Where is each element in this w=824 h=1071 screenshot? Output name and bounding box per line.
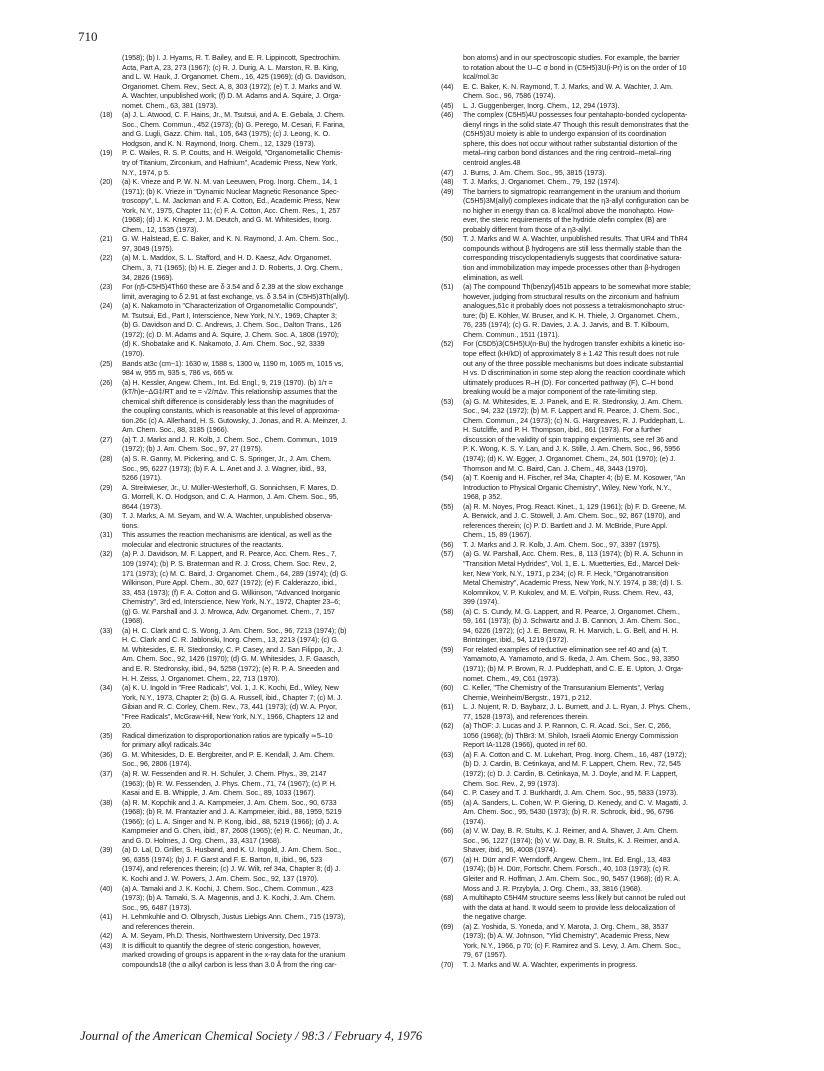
reference-text: For (C5D5)3(C5H5)U(n-Bu) the hydrogen transfer exhibits a kinetic iso- tope effect (kH/kD) of approximately 8 ± 1.42 This result does not rule out any of the three possible mechanisms but does indicate substantial H vs. D discrimination in some step along the reaction coordinate which ultimately produces R–H (D). For concerted pathway (F), C–H bond breaking would be a major component of the rate-limiting step. — [463, 340, 686, 397]
reference-number: (46) — [441, 111, 454, 120]
reference-text: (a) G. M. Whitesides, E. J. Panek, and E. R. Stedronsky, J. Am. Chem. Soc., 94, 232 (1972); (b) M. F. Lappert and R. Pearce, J. Chem. Soc., Chem. Commun., 24 (1973); (c) N. G. Hargreaves, R. J. Puddephatt, L. H. Sutcliffe, and P. H. Thompson, ibid., 861 (1973). For a further discussion of the validity of spin trapping experiments, see ref 36 and P. K. Wong, K. S. Y. Lan, and J. K. Stille, J. Am. Chem. Soc., 96, 5956 (1974); (d) K. W. Egger, J. Organomet. Chem., 24, 501 (1970); (e) J. Thomson and M. C. Baird, Can. J. Chem., 48, 3443 (1970). — [463, 397, 686, 473]
reference-text: C. Keller, "The Chemistry of the Transuranium Elements", Verlag Chemie, Weinheim/Bergstr., 1971, p 212. — [463, 684, 664, 702]
reference-text: (a) K. Nakamoto in "Characterization of Organometallic Compounds", M. Tsutsui, Ed., Part I, Interscience, New York, N.Y., 1969, Chapter 3; (b) G. Davidson and D. C. Andrews, J. Chem. Soc., Dalton Trans., 126 (1972); (c) D. M. Adams and A. Squire, J. Chem. Soc. A, 1808 (1970); (d) K. Shobatake and K. Nakamoto, J. Am. Chem. Soc., 92, 3339 (1970). — [122, 302, 342, 358]
reference-number: (52) — [441, 340, 454, 349]
reference-text: (a) R. M. Noyes, Prog. React. Kinet., 1, 129 (1961); (b) F. D. Greene, M. A. Berwick, and J. C. Stowell, J. Am. Chem. Soc., 92, 867 (1970), and references therein; (c) P. D. Bartlett and J. M. McBride, Pure Appl. Chem., 15, 89 (1967). — [463, 502, 687, 540]
reference-text: (a) T. J. Marks and J. R. Kolb, J. Chem. Soc., Chem. Commun., 1019 (1972); (b) J. Am. Chem. Soc., 97, 27 (1975). — [122, 435, 338, 454]
reference-entry — [441, 751, 777, 789]
reference-number: (57) — [441, 550, 454, 559]
reference-number: (43) — [100, 941, 113, 950]
reference-entry — [441, 856, 777, 894]
reference-entry — [100, 531, 436, 550]
reference-entry — [100, 235, 436, 254]
reference-number: (38) — [100, 798, 113, 807]
reference-number: (22) — [100, 254, 113, 263]
reference-entry — [441, 646, 777, 684]
reference-text: (a) J. L. Atwood, C. F. Hains, Jr., M. Tsutsui, and A. E. Gebala, J. Chem. Soc., Chem. Commun., 452 (1973); (b) G. Perego, M. Cesari, F. Farina, and G. Lugli, Gazz. Chim. Ital., 105, 643 (1975); (c) J. Leong, K. O. Hodgson, and K. N. Raymond, Inorg. Chem., 12, 1329 (1973). — [122, 111, 345, 148]
reference-number: (64) — [441, 789, 454, 798]
reference-text: (a) K. U. Ingold in "Free Radicals", Vol. 1, J. K. Kochi, Ed., Wiley, New York, N.Y., 1973, Chapter 2; (b) G. A. Russell, ibid., Chapter 7; (c) M. J. Gibian and R. C. Corley, Chem. Rev., 73, 441 (1973); (d) W. A. Pryor, "Free Radicals", McGraw-Hill, New York, N.Y., 1966, Chapters 12 and 20. — [122, 684, 343, 731]
reference-number: (66) — [441, 827, 454, 836]
reference-entry — [100, 54, 436, 111]
reference-text: The barriers to sigmatropic rearrangement in the uranium and thorium (C5H5)3M(allyl) complexes indicate that the η3-allyl configuration can be no higher in energy than ca. 8 kcal/mol above the monohapto. How- ever, the steric requirements of the hydride olefin complex (B) are probably different from those of a η3-allyl. — [463, 187, 689, 234]
reference-text: It is difficult to quantify the degree of steric congestion, however, marked crowding of groups is apparent in the x-ray data for the uranium compounds18 (the α alkyl carbon is less than 3.0 Å from the ring car- — [122, 941, 346, 969]
reference-number: (48) — [441, 178, 454, 187]
reference-text: (a) A. Sanders, L. Cohen, W. P. Giering, D. Kenedy, and C. V. Magatti, J. Am. Chem. Soc., 95, 5430 (1973); (b) R. R. Schrock, ibid., 96, 6796 (1974). — [463, 798, 688, 826]
reference-number: (55) — [441, 502, 454, 511]
reference-entry — [441, 541, 777, 551]
reference-text: (a) V. W. Day, B. R. Stults, K. J. Reimer, and A. Shaver, J. Am. Chem. Soc., 96, 1227 (1974); (b) V. W. Day, B. R. Stults, K. J. Reimer, and A. Shaver, ibid., 96, 4008 (1974). — [463, 827, 681, 855]
reference-text: (a) H. C. Clark and C. S. Wong, J. Am. Chem. Soc., 96, 7213 (1974); (b) H. C. Clark and C. R. Jablonski, Inorg. Chem., 13, 2213 (1974); (c) G. M. Whitesides, E. R. Stedronsky, C. P. Casey, and J. San Filippo, Jr., J. Am. Chem. Soc., 92, 1426 (1970); (d) G. M. Whitesides, J. F. Gaasch, and E. R. Stedronsky, ibid., 94, 5258 (1972); (e) R. P. A. Sneeden and H. H. Zeiss, J. Organomet. Chem., 22, 713 (1970). — [122, 626, 347, 683]
reference-text: (a) M. L. Maddox, S. L. Stafford, and H. D. Kaesz, Adv. Organomet. Chem., 3, 71 (1965); (b) H. E. Zieger and J. D. Roberts, J. Org. Chem., 34, 2826 (1969). — [122, 254, 343, 282]
reference-entry — [441, 111, 777, 168]
reference-entry — [100, 149, 436, 178]
reference-entry — [441, 83, 777, 102]
reference-entry — [441, 398, 777, 474]
reference-number: (23) — [100, 283, 113, 292]
reference-entry — [100, 732, 436, 751]
reference-number: (20) — [100, 178, 113, 187]
reference-entry — [100, 484, 436, 513]
reference-entry — [100, 846, 436, 884]
reference-number: (19) — [100, 149, 113, 158]
reference-text: P. C. Wailes, R. S. P. Coutts, and H. Weigold, "Organometallic Chemis- try of Titanium, Zirconium, and Hafnium", Academic Press, New York, N.Y., 1974, p 5. — [122, 149, 343, 177]
reference-text: For related examples of reductive elimination see ref 40 and (a) T. Yamamoto, A. Yamamoto, and S. Ikeda, J. Am. Chem. Soc., 93, 3350 (1971); (b) M. P. Brown, R. J. Puddephatt, and C. E. E. Upton, J. Orga- nomet. Chem., 49, C61 (1973). — [463, 645, 684, 683]
reference-entry — [100, 913, 436, 932]
reference-number: (28) — [100, 454, 113, 463]
reference-entry — [100, 751, 436, 770]
reference-text: (a) S. R. Ganny, M. Pickering, and C. S. Springer, Jr., J. Am. Chem. Soc., 95, 6227 (1973); (b) F. A. L. Anet and J. J. Wagner, ibid., 93, 5266 (1971). — [122, 454, 332, 483]
references-left-column — [100, 54, 436, 971]
reference-number: (59) — [441, 645, 454, 654]
reference-number: (51) — [441, 283, 454, 292]
reference-entry — [441, 235, 777, 283]
reference-number: (49) — [441, 187, 454, 196]
reference-number: (34) — [100, 684, 113, 693]
reference-number: (31) — [100, 531, 113, 540]
reference-entry — [441, 961, 777, 971]
reference-text: (a) G. W. Parshall, Acc. Chem. Res., 8, 113 (1974); (b) R. A. Schunn in "Transition Metal Hydrides", Vol. 1, E. L. Muetterties, Ed., Marcel Dek- ker, New York, N.Y., 1971, p 234; (c) R. F. Heck, "Organotransition Metal Chemistry", Academic Press, New York, N.Y. 1974, p 38; (d) I. S. Kolomnikov, V. P. Kukolev, and M. E. Vol'pin, Russ. Chem. Rev., 43, 399 (1974). — [463, 550, 683, 607]
reference-number: (27) — [100, 435, 113, 444]
reference-text: bon atoms) and in our spectroscopic studies. For example, the barrier to rotation about the U–C σ bond in (C5H5)3U(i-Pr) is on the order of 10 kcal/mol.3c — [463, 54, 687, 82]
reference-number: (36) — [100, 750, 113, 759]
reference-entry — [441, 474, 777, 503]
reference-entry — [441, 827, 777, 856]
reference-text: L. J. Guggenberger, Inorg. Chem., 12, 294 (1973). — [463, 101, 620, 110]
reference-text: G. M. Whitesides, D. E. Bergbreiter, and P. E. Kendall, J. Am. Chem. Soc., 96, 2806 (1974). — [122, 750, 335, 769]
reference-number: (39) — [100, 846, 113, 855]
reference-number: (70) — [441, 960, 454, 969]
reference-number: (40) — [100, 884, 113, 893]
reference-number: (61) — [441, 703, 454, 712]
reference-entry — [100, 550, 436, 626]
reference-number: (32) — [100, 550, 113, 559]
reference-text: (a) H. Kessler, Angew. Chem., Int. Ed. Engl., 9, 219 (1970). (b) 1/τ = (kT/h)e−ΔG‡/RT and τe = √2/πΔν. This relationship assumes that the chemical shift difference is considerably less than the magnitudes of the coupling constants, which is reasonable at this level of approxima- tion.26c (c) A. Allerhand, H. S. Gutowsky, J. Jonas, and R. A. Meinzer, J. Am. Chem. Soc., 88, 3185 (1966). — [122, 378, 347, 435]
journal-footer: Journal of the American Chemical Society / 98:3 / February 4, 1976 — [80, 1029, 423, 1043]
reference-entry — [441, 178, 777, 188]
reference-number: (26) — [100, 378, 113, 387]
reference-text: (a) R. W. Fessenden and R. H. Schuler, J. Chem. Phys., 39, 2147 (1963); (b) R. W. Fessenden, J. Phys. Chem., 71, 74 (1967); (c) P. H. Kasai and E. B. Whipple, J. Am. Chem. Soc., 89, 1033 (1967). — [122, 770, 337, 798]
reference-entry — [441, 703, 777, 722]
reference-number: (18) — [100, 111, 113, 120]
reference-number: (33) — [100, 626, 113, 635]
reference-number: (35) — [100, 731, 113, 740]
reference-text: (a) Z. Yoshida, S. Yoneda, and Y. Marota, J. Org. Chem., 38, 3537 (1973); (b) A. W. Johnson, "Ylid Chemistry", Academic Press, New York, N.Y., 1966, p 70; (c) F. Ramirez and S. Levy, J. Am. Chem. Soc., 79, 67 (1957). — [463, 922, 681, 960]
reference-entry — [441, 102, 777, 112]
reference-text: T. J. Marks and W. A. Wachter, experiments in progress. — [463, 960, 638, 969]
reference-entry — [441, 799, 777, 828]
reference-text: T. J. Marks, A. M. Seyam, and W. A. Wachter, unpublished observa- tions. — [122, 512, 333, 530]
reference-text: (a) A. Tamaki and J. K. Kochi, J. Chem. Soc., Chem. Commun., 423 (1973); (b) A. Tamaki, S. A. Magennis, and J. K. Kochi, J. Am. Chem. Soc., 95, 6487 (1973). — [122, 884, 336, 912]
reference-text: J. Burns, J. Am. Chem. Soc., 95, 3815 (1973). — [463, 168, 607, 177]
reference-number: (58) — [441, 607, 454, 616]
reference-number: (41) — [100, 913, 113, 922]
reference-text: (a) The compound Th(benzyl)451b appears to be somewhat more stable; however, judging from structural results on the zirconium and hafnium analogues,51c it probably does not possess a tetrakismonohapto struc- ture; (b) E. Köhler, W. Bruser, and K. H. Thiele, J. Organomet. Chem., 76, 235 (1974); (c) G. R. Davies, J. A. J. Jarvis, and B. T. Kilbourn, Chem. Commun., 1511 (1971). — [463, 283, 691, 339]
reference-text: T. J. Marks, J. Organomet. Chem., 79, 192 (1974). — [463, 178, 620, 187]
reference-entry — [441, 923, 777, 961]
reference-text: E. C. Baker, K. N. Raymond, T. J. Marks, and W. A. Wachter, J. Am. Chem. Soc., 96, 7586 (1974). — [463, 82, 673, 101]
reference-number: (63) — [441, 750, 454, 759]
reference-text: (a) D. Lal, D. Griller, S. Husband, and K. U. Ingold, J. Am. Chem. Soc., 96, 6355 (1974); (b) J. F. Garst and F. E. Barton, II, ibid., 96, 523 (1974), and references therein; (c) J. W. Wilt, ref 34a, Chapter 8; (d) J. K. Kochi and J. W. Powers, J. Am. Chem. Soc., 92, 137 (1970). — [122, 846, 342, 884]
reference-entry — [441, 54, 777, 83]
reference-number: (60) — [441, 684, 454, 693]
reference-entry — [100, 684, 436, 732]
reference-entry — [100, 799, 436, 847]
reference-text: T. J. Marks and W. A. Wachter, unpublished results. That UR4 and ThR4 compounds without β hydrogens are still less thermally stable than the corresponding triscyclopentadienyls suggests that coordinative satura- tion and immobilization may impede processes other than β-hydrogen elimination, as well. — [463, 235, 688, 282]
reference-text: H. Lehmkuhle and O. Olbrysch, Justus Liebigs Ann. Chem., 715 (1973), and references therein. — [122, 913, 346, 931]
reference-number: (45) — [441, 101, 454, 110]
reference-text: A multihapto C5H4M structure seems less likely but cannot be ruled out with the data at hand. It would seem to provide less delocalization of the negative charge. — [463, 894, 686, 922]
reference-number: (21) — [100, 235, 113, 244]
reference-text: (a) P. J. Davidson, M. F. Lappert, and R. Pearce, Acc. Chem. Res., 7, 109 (1974); (b) P. S. Braterman and R. J. Cross, Chem. Soc. Rev., 2, 171 (1973); (c) M. C. Baird, J. Organomet. Chem., 64, 289 (1974); (d) G. Wilkinson, Pure Appl. Chem., 30, 627 (1972); (e) F. Calderazzo, ibid., 33, 453 (1973); (f) F. A. Cotton and G. Wilkinson, "Advanced Inorganic Chemistry", 3rd ed, Interscience, New York, N.Y., 1972, Chapter 23–6; (g) G. W. Parshall and J. J. Mrowca, Adv. Organomet. Chem., 7, 157 (1968). — [122, 550, 348, 626]
reference-text: (a) C. S. Cundy, M. G. Lappert, and R. Pearce, J. Organomet. Chem., 59, 161 (1973); (b) J. Schwartz and J. B. Cannon, J. Am. Chem. Soc., 94, 6226 (1972); (c) J. E. Bercaw, R. H. Marvich, L. G. Bell, and H. H. Brintzinger, ibid., 94, 1219 (1972). — [463, 607, 680, 645]
reference-number: (44) — [441, 82, 454, 91]
reference-entry — [100, 360, 436, 379]
reference-entry — [100, 770, 436, 799]
reference-text: (1958); (b) I. J. Hyams, R. T. Bailey, and E. R. Lippincott, Spectrochim. Acta, Part A, 23, 273 (1967); (c) R. J. Durig, A. L. Marston, R. B. King, and L. W. Hauk, J. Organomet. Chem., 16, 425 (1969); (d) G. Davidson, Organomet. Chem. Rev., Sect. A, 8, 303 (1972); (e) T. J. Marks and W. A. Wachter, unpublished work; (f) D. M. Adams and A. Squire, J. Orga- nomet. Chem., 63, 381 (1973). — [122, 54, 346, 110]
reference-entry — [441, 283, 777, 340]
reference-number: (29) — [100, 483, 113, 492]
reference-text: A. Streitwieser, Jr., U. Müller-Westerhoff, G. Sonnichsen, F. Mares, D. G. Morrell, K. O. Hodgson, and C. A. Harmon, J. Am. Chem. Soc., 95, 8644 (1973). — [122, 483, 339, 511]
reference-text: C. P. Casey and T. J. Burkhardt, J. Am. Chem. Soc., 95, 5833 (1973). — [463, 789, 679, 798]
reference-text: T. J. Marks and J. R. Kolb, J. Am. Chem. Soc., 97, 3397 (1975). — [463, 540, 661, 549]
reference-entry — [100, 932, 436, 942]
reference-entry — [441, 169, 777, 179]
reference-entry — [100, 942, 436, 971]
reference-entry — [441, 503, 777, 541]
reference-entry — [441, 188, 777, 236]
reference-entry — [441, 608, 777, 646]
reference-entry — [441, 894, 777, 923]
reference-entry — [441, 550, 777, 607]
reference-entry — [441, 340, 777, 397]
reference-number: (54) — [441, 474, 454, 483]
reference-text: For (η5-C5H5)4Th60 these are δ 3.54 and δ 2.39 at the slow exchange limit, averaging to δ 2.91 at fast exchange, vs. δ 3.54 in (C5H5)3Th(allyl). — [122, 283, 350, 301]
reference-number: (24) — [100, 302, 113, 311]
reference-entry — [100, 178, 436, 235]
reference-entry — [441, 684, 777, 703]
reference-number: (50) — [441, 235, 454, 244]
reference-text: L. J. Nujent, R. D. Baybarz, J. L. Burnett, and J. L. Ryan, J. Phys. Chem., 77, 1528 (1973), and references therein. — [463, 703, 691, 721]
reference-number: (62) — [441, 722, 454, 731]
reference-number: (53) — [441, 397, 454, 406]
reference-entry — [100, 885, 436, 914]
reference-text: (a) R. M. Kopchik and J. A. Kampmeier, J. Am. Chem. Soc., 90, 6733 (1968); (b) R. M. Frantazier and J. A. Kampmeier, ibid., 88, 1959, 5219 (1966); (c) L. A. Singer and N. P. Kong, ibid., 88, 5219 (1966); (d) J. A. Kampmeier and G. Chen, ibid., 87, 2608 (1965); (e) R. C. Neuman, Jr., and G. D. Holmes, J. Org. Chem., 33, 4317 (1968). — [122, 798, 343, 845]
reference-number: (37) — [100, 770, 113, 779]
reference-number: (30) — [100, 512, 113, 521]
reference-number: (68) — [441, 894, 454, 903]
reference-text: This assumes the reaction mechanisms are identical, as well as the molecular and electronic structures of the reactants. — [122, 531, 332, 549]
reference-text: A. M. Seyam, Ph.D. Thesis, Northwestern University, Dec 1973. — [122, 932, 321, 941]
reference-number: (56) — [441, 540, 454, 549]
reference-text: Radical dimerization to disproportionation ratios are typically ≃5–10 for primary alkyl radicals.34c — [122, 731, 333, 750]
reference-entry — [100, 254, 436, 283]
reference-text: (a) H. Dürr and F. Werndorff, Angew. Chem., Int. Ed. Engl., 13, 483 (1974); (b) H. Dürr, Fortschr. Chem. Forsch., 40, 103 (1973); (c) R. Gleiter and R. Hoffman, J. Am. Chem. Soc., 90, 5457 (1968); (d) R. A. Moss and J. R. Przybyla, J. Org. Chem., 33, 3816 (1968). — [463, 855, 681, 893]
reference-text: G. W. Halstead, E. C. Baker, and K. N. Raymond, J. Am. Chem. Soc., 97, 3049 (1975). — [122, 235, 339, 253]
reference-number: (42) — [100, 932, 113, 941]
reference-entry — [100, 302, 436, 359]
reference-text: The complex (C5H5)4U possesses four pentahapto-bonded cyclopenta- dienyl rings in the solid state.47 Though this result demonstrates that the (C5H5)3U moiety is able to undergo expansion of its coordination sphere, this does not occur without rather substantial distortion of the metal–ring carbon bond distances and the ring centroid–metal–ring centroid angles.48 — [463, 111, 689, 168]
reference-text: (a) K. Vrieze and P. W. N. M. van Leeuwen, Prog. Inorg. Chem., 14, 1 (1971); (b) K. Vrieze in "Dynamic Nuclear Magnetic Resonance Spec- troscopy", L. M. Jackman and F. A. Cotton, Ed., Academic Press, New York, N.Y., 1975, Chapter 11; (c) F. A. Cotton, Acc. Chem. Res., 1, 257 (1968); (d) J. K. Krieger, J. M. Deutch, and G. M. Whitesides, Inorg. Chem., 12, 1535 (1973). — [122, 178, 341, 234]
reference-entry — [100, 436, 436, 455]
reference-number: (47) — [441, 168, 454, 177]
reference-text: (a) T. Koenig and H. Fischer, ref 34a, Chapter 4; (b) E. M. Kosower, "An Introduction to Physical Organic Chemistry", Wiley, New York, N.Y., 1968, p 352. — [463, 474, 686, 502]
reference-number: (67) — [441, 855, 454, 864]
reference-number: (69) — [441, 922, 454, 931]
reference-entry — [100, 379, 436, 436]
reference-entry — [100, 283, 436, 302]
reference-entry — [441, 722, 777, 751]
reference-text: (a) F. A. Cotton and C. M. Lukehart, Prog. Inorg. Chem., 16, 487 (1972); (b) D. J. Cardin, B. Cetinkaya, and M. F. Lappert, Chem. Rev., 72, 545 (1972); (c) D. J. Cardin, B. Cetinkaya, M. J. Doyle, and M. F. Lappert, Chem. Soc. Rev., 2, 99 (1973). — [463, 750, 687, 788]
page-number: 710 — [78, 29, 98, 44]
reference-text: (a) ThOF: J. Lucas and J. P. Rannon, C. R. Acad. Sci., Ser. C, 266, 1056 (1968); (b) ThBr3: M. Shiloh, Israeli Atomic Energy Commission Report IA-1128 (1966), quoted in ref 60. — [463, 722, 679, 750]
reference-entry — [441, 789, 777, 799]
reference-entry — [100, 627, 436, 684]
reference-text: Bands at3c (cm−1): 1630 w, 1588 s, 1300 w, 1190 m, 1065 m, 1015 vs, 984 w, 955 m, 935 s, 786 vs, 665 w. — [122, 359, 344, 378]
reference-entry — [100, 455, 436, 484]
reference-number: (65) — [441, 798, 454, 807]
reference-number: (25) — [100, 359, 113, 368]
references-right-column — [441, 54, 777, 971]
reference-entry — [100, 111, 436, 149]
reference-entry — [100, 512, 436, 531]
